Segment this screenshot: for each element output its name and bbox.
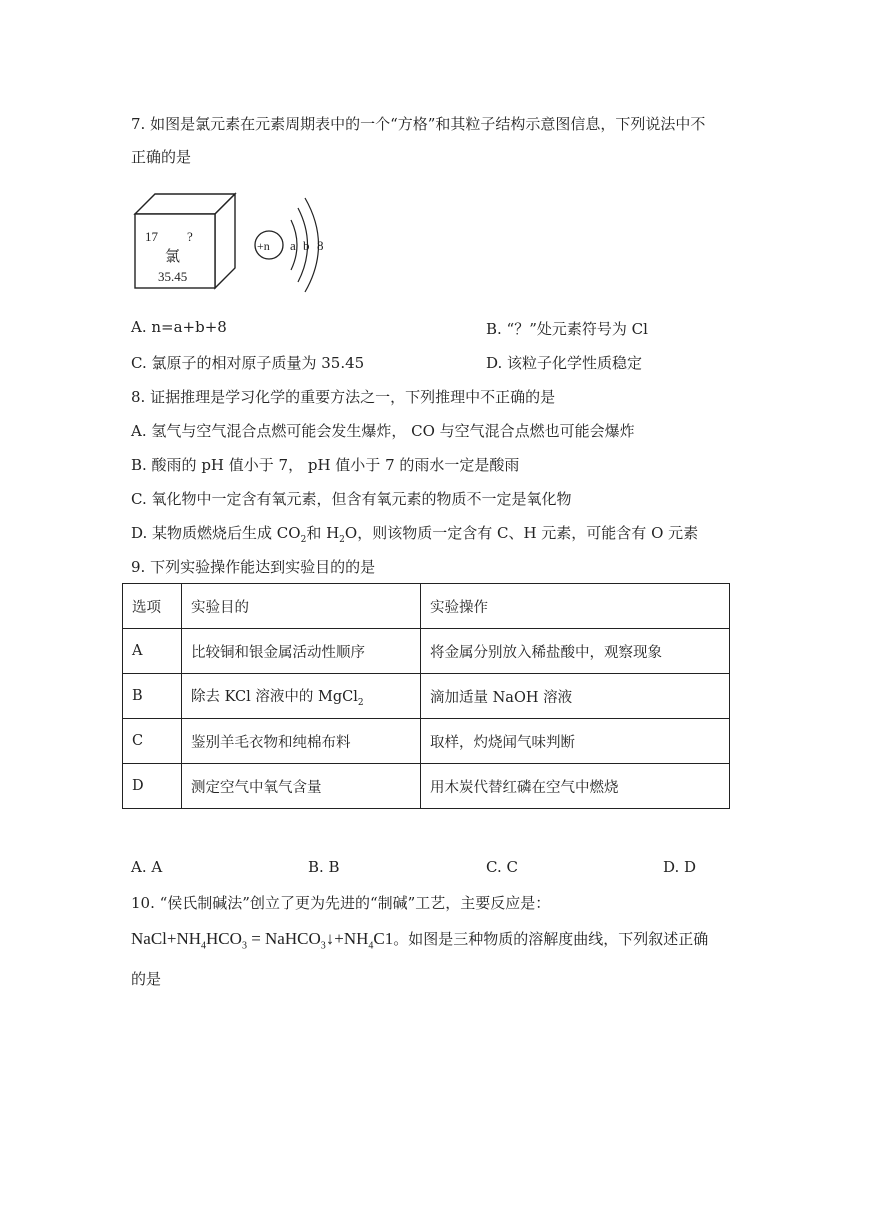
header-goal: 实验目的: [182, 584, 421, 629]
element-name: 氯: [165, 247, 181, 265]
row-goal: [182, 674, 421, 719]
q9-option-d[interactable]: D. D: [663, 858, 697, 876]
atomic-mass: 35.45: [158, 269, 188, 284]
header-option: 选项: [123, 584, 182, 629]
q10-stem-line3: 的是: [131, 970, 162, 988]
row-option: C: [123, 719, 182, 764]
q7-option-b[interactable]: B. “？”处元素符号为 Cl: [486, 320, 648, 338]
q7-option-a[interactable]: A. n=a+b+8: [131, 318, 227, 336]
q8-stem: 8. 证据推理是学习化学的重要方法之一，下列推理中不正确的是: [131, 388, 556, 406]
row-operation: 将金属分别放入稀盐酸中，观察现象: [421, 629, 730, 674]
q8-d-sub1: 2: [300, 535, 307, 545]
row-operation: 用木炭代替红磷在空气中燃烧: [421, 764, 730, 809]
row-goal-sub: 2: [357, 697, 364, 708]
reaction-equation: $NaCl+NH_4HCO_3$ = $NaHCO_3↓+NH_4C1$: [131, 929, 394, 952]
q8-option-c[interactable]: C. 氧化物中一定含有氧元素，但含有氧元素的物质不一定是氧化物: [131, 490, 572, 508]
q10-stem-line1: 10. “侯氏制碱法”创立了更为先进的“制碱”工艺，主要反应是：: [131, 894, 551, 912]
q9-option-b[interactable]: B. B: [308, 858, 340, 876]
shell-b-count: b: [303, 238, 310, 253]
q8-d-part2: 和 H: [306, 524, 340, 542]
shell-c-count: 8: [317, 238, 324, 253]
row-goal: 比较铜和银金属活动性顺序: [182, 629, 421, 674]
table-row: [123, 764, 730, 809]
row-option: A: [123, 629, 182, 674]
row-operation: 取样，灼烧闻气味判断: [421, 719, 730, 764]
table-row: [123, 719, 730, 764]
q7-option-c[interactable]: C. 氯原子的相对原子质量为 35.45: [131, 354, 365, 372]
q10-equation-line: [131, 928, 708, 951]
q8-d-part1: D. 某物质燃烧后生成 CO: [131, 524, 301, 542]
experiment-table: [122, 583, 730, 809]
q8-option-d[interactable]: [131, 522, 698, 545]
q9-option-a[interactable]: A. A: [131, 858, 163, 876]
chlorine-figure: [131, 190, 351, 295]
table-row: [123, 674, 730, 719]
atomic-number: 17: [145, 229, 158, 244]
q8-d-part3: O，则该物质一定含有 C、H 元素，可能含有 O 元素: [344, 524, 699, 542]
q7-option-d[interactable]: D. 该粒子化学性质稳定: [486, 354, 643, 372]
row-option: D: [123, 764, 182, 809]
row-option: B: [123, 674, 182, 719]
q9-option-c[interactable]: C. C: [486, 858, 518, 876]
q10-stem-line2-tail: 。如图是三种物质的溶解度曲线，下列叙述正确: [393, 930, 709, 948]
row-operation: 滴加适量 NaOH 溶液: [421, 674, 730, 719]
row-goal-text: 除去 KCl 溶液中的 MgCl: [191, 688, 358, 705]
table-row: [123, 629, 730, 674]
q9-stem: 9. 下列实验操作能达到实验目的的是: [131, 558, 376, 576]
q8-option-a[interactable]: A. 氢气与空气混合点燃可能会发生爆炸， CO 与空气混合点燃也可能会爆炸: [131, 422, 635, 440]
shell-a-count: a: [290, 238, 296, 253]
q7-stem-line1: 7. 如图是氯元素在元素周期表中的一个“方格”和其粒子结构示意图信息，下列说法中不: [131, 115, 706, 133]
row-goal: 测定空气中氧气含量: [182, 764, 421, 809]
q8-option-b[interactable]: B. 酸雨的 pH 值小于 7， pH 值小于 7 的雨水一定是酸雨: [131, 456, 520, 474]
row-goal: 鉴别羊毛衣物和纯棉布料: [182, 719, 421, 764]
q7-stem-line2: 正确的是: [131, 148, 192, 166]
table-header-row: [123, 584, 730, 629]
q8-d-sub2: 2: [339, 535, 345, 545]
symbol-unknown: ?: [187, 229, 193, 244]
header-operation: 实验操作: [421, 584, 730, 629]
nucleus-charge: +n: [257, 239, 270, 253]
